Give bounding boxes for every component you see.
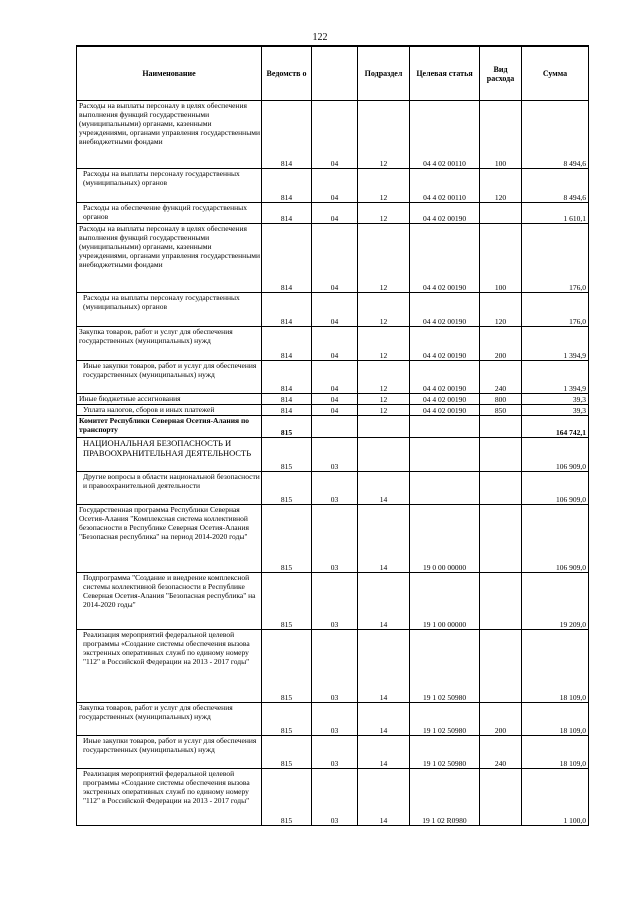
row-sum: 1 100,0 xyxy=(522,769,589,826)
row-target xyxy=(410,472,480,505)
row-section xyxy=(312,416,358,438)
row-name: Реализация мероприятий федеральной целевой программы «Создание системы обеспечения вызова экстренных оперативных служб по единому номеру "112" в Российской Федерации на 2013 - 2017 годы" xyxy=(77,630,262,703)
header-dept: Ведомств о xyxy=(262,46,312,101)
row-sum: 164 742,1 xyxy=(522,416,589,438)
row-name: Комитет Республики Северная Осетия-Алания по транспорту xyxy=(77,416,262,438)
row-subsection: 12 xyxy=(358,327,410,361)
row-subsection: 12 xyxy=(358,293,410,327)
row-section: 03 xyxy=(312,438,358,472)
row-subsection: 12 xyxy=(358,101,410,169)
row-dept: 814 xyxy=(262,394,312,405)
row-kind: 240 xyxy=(480,736,522,769)
table-row xyxy=(77,203,589,224)
table-row xyxy=(77,472,589,505)
row-subsection xyxy=(358,438,410,472)
row-kind xyxy=(480,472,522,505)
row-section: 03 xyxy=(312,703,358,736)
header-subsection: Подраздел xyxy=(358,46,410,101)
row-section: 03 xyxy=(312,573,358,630)
row-target: 19 0 00 00000 xyxy=(410,505,480,573)
row-dept: 814 xyxy=(262,203,312,224)
row-sum: 8 494,6 xyxy=(522,169,589,203)
row-sum: 18 109,0 xyxy=(522,703,589,736)
row-target: 04 4 02 00190 xyxy=(410,293,480,327)
row-name: Расходы на выплаты персоналу в целях обеспечения выполнения функций государственными (муниципальными) органами, казенными учреждениями, органами управления государственными внебюджетными фондами xyxy=(77,224,262,293)
row-sum: 39,3 xyxy=(522,394,589,405)
row-target: 04 4 02 00190 xyxy=(410,224,480,293)
row-subsection: 12 xyxy=(358,169,410,203)
table-row xyxy=(77,703,589,736)
table-row xyxy=(77,169,589,203)
row-section: 04 xyxy=(312,405,358,416)
row-subsection xyxy=(358,416,410,438)
row-target: 04 4 02 00190 xyxy=(410,203,480,224)
row-target xyxy=(410,438,480,472)
row-target: 04 4 02 00110 xyxy=(410,169,480,203)
row-sum: 176,0 xyxy=(522,293,589,327)
row-sum: 106 909,0 xyxy=(522,505,589,573)
row-section: 04 xyxy=(312,394,358,405)
table-row xyxy=(77,394,589,405)
row-subsection: 12 xyxy=(358,405,410,416)
row-section: 04 xyxy=(312,101,358,169)
row-name: Иные закупки товаров, работ и услуг для обеспечения государственных (муниципальных) нужд xyxy=(77,736,262,769)
row-section: 04 xyxy=(312,203,358,224)
row-section: 04 xyxy=(312,293,358,327)
table-row xyxy=(77,438,589,472)
row-name: Реализация мероприятий федеральной целевой программы «Создание системы обеспечения вызова экстренных оперативных служб по единому номеру "112" в Российской Федерации на 2013 - 2017 годы" xyxy=(77,769,262,826)
row-kind: 200 xyxy=(480,703,522,736)
row-subsection: 14 xyxy=(358,769,410,826)
table-row xyxy=(77,630,589,703)
row-target: 19 1 02 50980 xyxy=(410,736,480,769)
budget-table xyxy=(76,45,589,826)
row-section: 04 xyxy=(312,361,358,394)
row-target: 19 1 02 50980 xyxy=(410,630,480,703)
row-dept: 814 xyxy=(262,405,312,416)
row-target: 19 1 02 R0980 xyxy=(410,769,480,826)
row-name: Расходы на обеспечение функций государственных органов xyxy=(77,203,262,224)
table-row xyxy=(77,573,589,630)
row-target: 19 1 00 00000 xyxy=(410,573,480,630)
row-kind xyxy=(480,573,522,630)
row-kind xyxy=(480,203,522,224)
header-sum: Сумма xyxy=(522,46,589,101)
row-kind: 100 xyxy=(480,101,522,169)
header-name: Наименование xyxy=(77,46,262,101)
row-dept: 815 xyxy=(262,736,312,769)
row-sum: 106 909,0 xyxy=(522,438,589,472)
row-sum: 1 610,1 xyxy=(522,203,589,224)
table-row xyxy=(77,505,589,573)
row-dept: 814 xyxy=(262,224,312,293)
row-kind xyxy=(480,769,522,826)
row-dept: 815 xyxy=(262,472,312,505)
row-sum: 39,3 xyxy=(522,405,589,416)
header-kind: Вид расхода xyxy=(480,46,522,101)
row-kind: 800 xyxy=(480,394,522,405)
row-dept: 815 xyxy=(262,416,312,438)
table-row xyxy=(77,736,589,769)
row-section: 03 xyxy=(312,630,358,703)
row-name: Иные закупки товаров, работ и услуг для обеспечения государственных (муниципальных) нужд xyxy=(77,361,262,394)
row-section: 03 xyxy=(312,769,358,826)
row-target: 04 4 02 00190 xyxy=(410,405,480,416)
table-row xyxy=(77,769,589,826)
row-subsection: 12 xyxy=(358,394,410,405)
row-target: 04 4 02 00110 xyxy=(410,101,480,169)
row-kind xyxy=(480,438,522,472)
table-row xyxy=(77,224,589,293)
row-dept: 815 xyxy=(262,703,312,736)
row-dept: 815 xyxy=(262,769,312,826)
row-dept: 815 xyxy=(262,505,312,573)
row-name: Уплата налогов, сборов и иных платежей xyxy=(77,405,262,416)
header-target: Целевая статья xyxy=(410,46,480,101)
row-subsection: 14 xyxy=(358,573,410,630)
row-sum: 1 394,9 xyxy=(522,327,589,361)
row-kind: 200 xyxy=(480,327,522,361)
row-name: Расходы на выплаты персоналу в целях обеспечения выполнения функций государственными (муниципальными) органами, казенными учреждениями, органами управления государственными внебюджетными фондами xyxy=(77,101,262,169)
row-sum: 18 109,0 xyxy=(522,630,589,703)
row-kind: 240 xyxy=(480,361,522,394)
row-name: Расходы на выплаты персоналу государственных (муниципальных) органов xyxy=(77,169,262,203)
row-sum: 8 494,6 xyxy=(522,101,589,169)
row-target: 04 4 02 00190 xyxy=(410,327,480,361)
row-sum: 106 909,0 xyxy=(522,472,589,505)
row-subsection: 14 xyxy=(358,505,410,573)
row-section: 03 xyxy=(312,736,358,769)
row-section: 03 xyxy=(312,472,358,505)
row-subsection: 14 xyxy=(358,703,410,736)
row-name: Другие вопросы в области национальной безопасности и правоохранительной деятельности xyxy=(77,472,262,505)
row-name: НАЦИОНАЛЬНАЯ БЕЗОПАСНОСТЬ И ПРАВООХРАНИТЕЛЬНАЯ ДЕЯТЕЛЬНОСТЬ xyxy=(77,438,262,472)
row-subsection: 12 xyxy=(358,361,410,394)
row-section: 04 xyxy=(312,327,358,361)
row-name: Иные бюджетные ассигнования xyxy=(77,394,262,405)
row-subsection: 12 xyxy=(358,203,410,224)
row-name: Расходы на выплаты персоналу государственных (муниципальных) органов xyxy=(77,293,262,327)
row-kind: 100 xyxy=(480,224,522,293)
row-target xyxy=(410,416,480,438)
row-kind xyxy=(480,416,522,438)
row-dept: 814 xyxy=(262,169,312,203)
table-row xyxy=(77,416,589,438)
row-subsection: 12 xyxy=(358,224,410,293)
row-kind xyxy=(480,505,522,573)
row-section: 03 xyxy=(312,505,358,573)
row-kind: 120 xyxy=(480,169,522,203)
row-dept: 815 xyxy=(262,573,312,630)
row-target: 19 1 02 50980 xyxy=(410,703,480,736)
table-row xyxy=(77,101,589,169)
row-name: Подпрограмма "Создание и внедрение комплексной системы коллективной безопасности в Республике Северная Осетия-Алания "Безопасная республика" на 2014-2020 годы" xyxy=(77,573,262,630)
row-target: 04 4 02 00190 xyxy=(410,361,480,394)
row-name: Закупка товаров, работ и услуг для обеспечения государственных (муниципальных) нужд xyxy=(77,703,262,736)
table-row xyxy=(77,405,589,416)
row-subsection: 14 xyxy=(358,472,410,505)
row-name: Государственная программа Республики Северная Осетия-Алания "Комплексная система коллективной безопасности в Республике Северная Осетия-Алания "Безопасная республика" на период 2014-2020 годы" xyxy=(77,505,262,573)
row-kind: 120 xyxy=(480,293,522,327)
row-sum: 19 209,0 xyxy=(522,573,589,630)
row-sum: 18 109,0 xyxy=(522,736,589,769)
row-dept: 814 xyxy=(262,327,312,361)
row-name: Закупка товаров, работ и услуг для обеспечения государственных (муниципальных) нужд xyxy=(77,327,262,361)
table-row xyxy=(77,361,589,394)
row-subsection: 14 xyxy=(358,736,410,769)
table-row xyxy=(77,293,589,327)
row-target: 04 4 02 00190 xyxy=(410,394,480,405)
row-section: 04 xyxy=(312,169,358,203)
table-header-row xyxy=(77,46,589,101)
row-dept: 814 xyxy=(262,101,312,169)
row-dept: 814 xyxy=(262,361,312,394)
row-kind xyxy=(480,630,522,703)
row-subsection: 14 xyxy=(358,630,410,703)
row-dept: 815 xyxy=(262,630,312,703)
row-dept: 815 xyxy=(262,438,312,472)
page-number: 122 xyxy=(312,32,328,43)
row-kind: 850 xyxy=(480,405,522,416)
row-sum: 176,0 xyxy=(522,224,589,293)
table-row xyxy=(77,327,589,361)
row-section: 04 xyxy=(312,224,358,293)
header-section xyxy=(312,46,358,101)
row-dept: 814 xyxy=(262,293,312,327)
row-sum: 1 394,9 xyxy=(522,361,589,394)
